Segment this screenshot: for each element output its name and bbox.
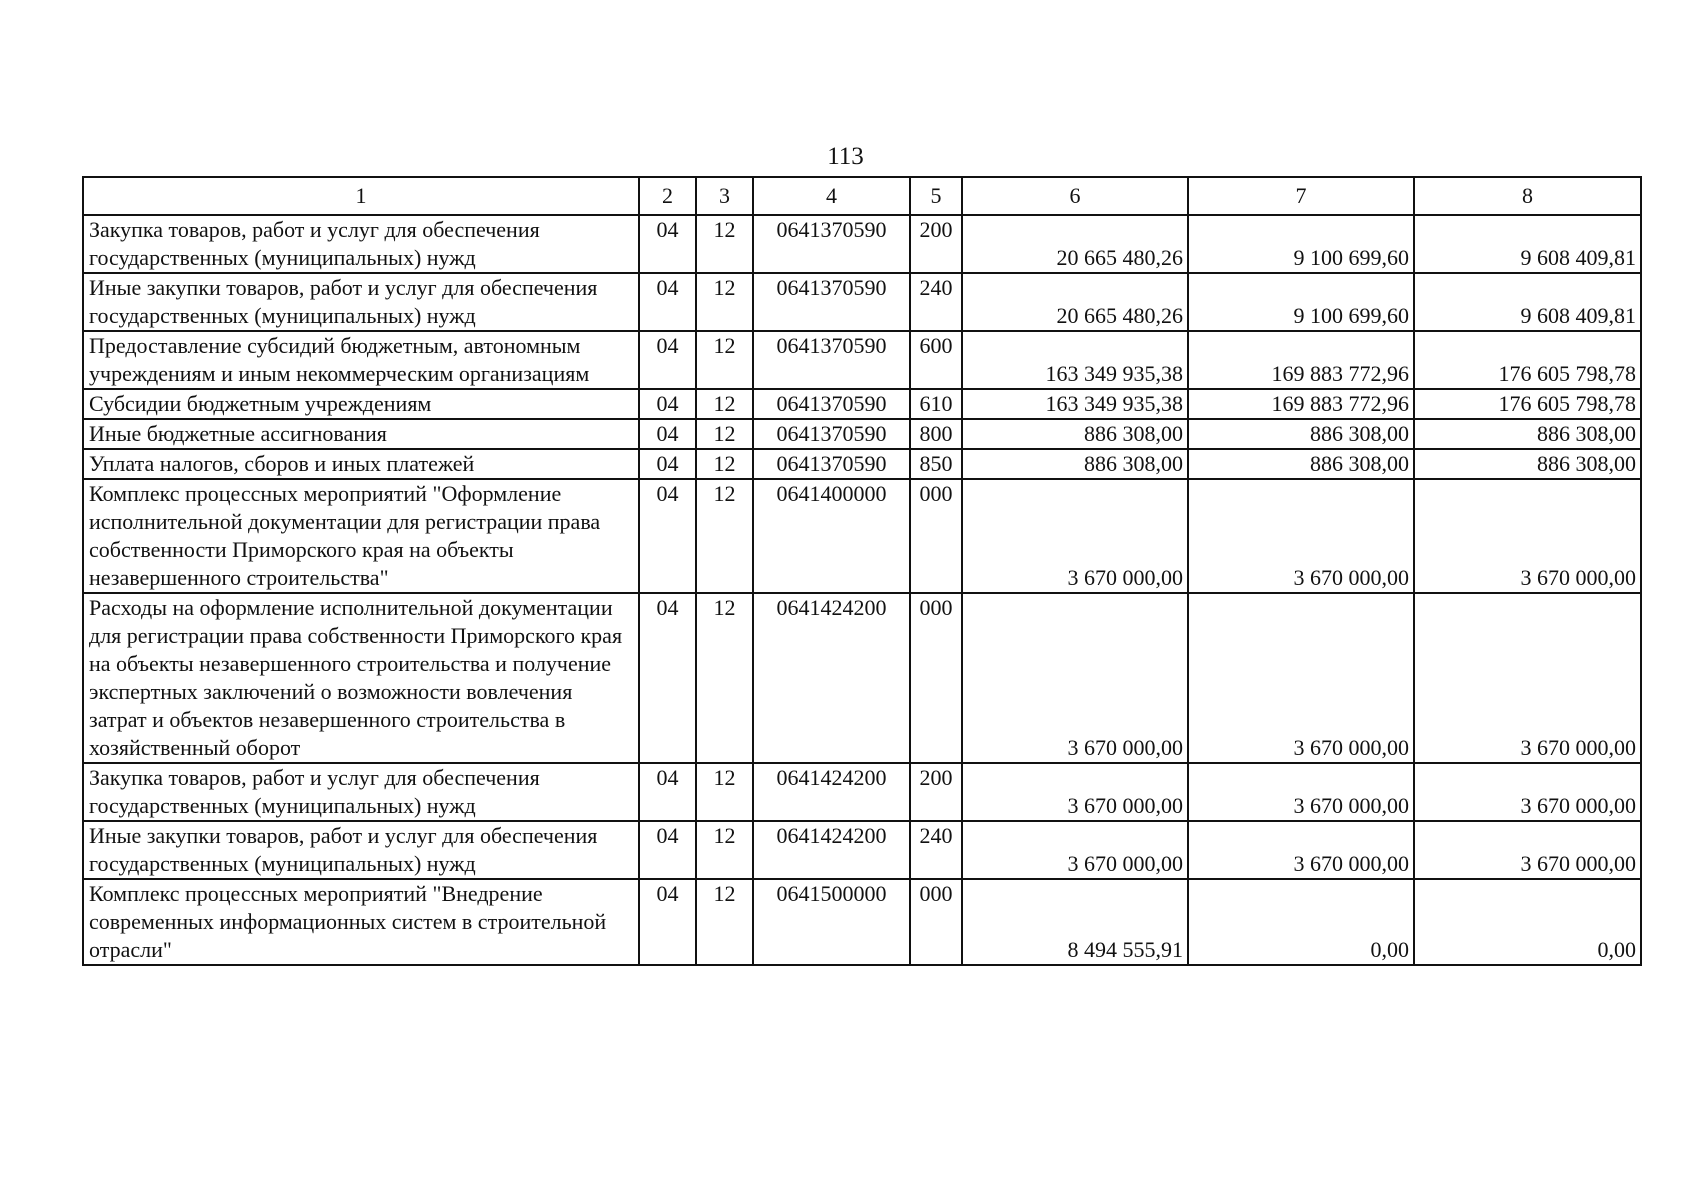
- amount-col-8: 3 670 000,00: [1414, 593, 1641, 763]
- subsection-code: 12: [696, 331, 753, 389]
- expense-type-code: 000: [910, 593, 962, 763]
- target-article-code: 0641424200: [753, 763, 910, 821]
- page-number: 113: [827, 143, 864, 170]
- amount-col-6: 886 308,00: [962, 449, 1188, 479]
- table-row: [83, 763, 1641, 821]
- expense-type-code: 200: [910, 215, 962, 273]
- amount-col-7: 3 670 000,00: [1188, 479, 1414, 593]
- amount-col-6: 3 670 000,00: [962, 763, 1188, 821]
- amount-col-8: 0,00: [1414, 879, 1641, 965]
- expense-type-code: 200: [910, 763, 962, 821]
- subsection-code: 12: [696, 479, 753, 593]
- amount-col-7: 0,00: [1188, 879, 1414, 965]
- row-name: Комплекс процессных мероприятий "Внедрение современных информационных систем в строительной отрасли": [83, 879, 639, 965]
- amount-col-8: 3 670 000,00: [1414, 479, 1641, 593]
- subsection-code: 12: [696, 593, 753, 763]
- section-code: 04: [639, 273, 696, 331]
- target-article-code: 0641370590: [753, 389, 910, 419]
- subsection-code: 12: [696, 389, 753, 419]
- amount-col-7: 9 100 699,60: [1188, 215, 1414, 273]
- target-article-code: 0641370590: [753, 273, 910, 331]
- amount-col-6: 3 670 000,00: [962, 479, 1188, 593]
- target-article-code: 0641424200: [753, 821, 910, 879]
- column-number-row: [83, 177, 1641, 215]
- column-header: 4: [753, 177, 910, 215]
- section-code: 04: [639, 449, 696, 479]
- subsection-code: 12: [696, 763, 753, 821]
- column-header: 3: [696, 177, 753, 215]
- amount-col-6: 20 665 480,26: [962, 215, 1188, 273]
- amount-col-6: 8 494 555,91: [962, 879, 1188, 965]
- amount-col-7: 3 670 000,00: [1188, 593, 1414, 763]
- table-row: [83, 479, 1641, 593]
- amount-col-7: 3 670 000,00: [1188, 763, 1414, 821]
- subsection-code: 12: [696, 419, 753, 449]
- subsection-code: 12: [696, 215, 753, 273]
- table-row: [83, 389, 1641, 419]
- amount-col-8: 176 605 798,78: [1414, 389, 1641, 419]
- table-row: [83, 449, 1641, 479]
- row-name: Иные закупки товаров, работ и услуг для обеспечения государственных (муниципальных) нужд: [83, 273, 639, 331]
- expense-type-code: 000: [910, 479, 962, 593]
- column-header: 6: [962, 177, 1188, 215]
- amount-col-7: 3 670 000,00: [1188, 821, 1414, 879]
- target-article-code: 0641370590: [753, 449, 910, 479]
- amount-col-7: 886 308,00: [1188, 419, 1414, 449]
- column-header: 2: [639, 177, 696, 215]
- expense-type-code: 600: [910, 331, 962, 389]
- expense-type-code: 610: [910, 389, 962, 419]
- subsection-code: 12: [696, 273, 753, 331]
- row-name: Расходы на оформление исполнительной документации для регистрации права собственности Приморского края на объекты незавершенного строительства и получение экспертных заключений о возможности вовлечения затрат и объектов незавершенного строительства в хозяйственный оборот: [83, 593, 639, 763]
- target-article-code: 0641424200: [753, 593, 910, 763]
- target-article-code: 0641370590: [753, 419, 910, 449]
- column-header: 8: [1414, 177, 1641, 215]
- amount-col-8: 176 605 798,78: [1414, 331, 1641, 389]
- row-name: Субсидии бюджетным учреждениям: [83, 389, 639, 419]
- expense-type-code: 850: [910, 449, 962, 479]
- row-name: Закупка товаров, работ и услуг для обеспечения государственных (муниципальных) нужд: [83, 763, 639, 821]
- table-row: [83, 821, 1641, 879]
- column-header: 1: [83, 177, 639, 215]
- row-name: Уплата налогов, сборов и иных платежей: [83, 449, 639, 479]
- amount-col-6: 886 308,00: [962, 419, 1188, 449]
- column-header: 5: [910, 177, 962, 215]
- target-article-code: 0641370590: [753, 331, 910, 389]
- section-code: 04: [639, 215, 696, 273]
- section-code: 04: [639, 593, 696, 763]
- table-row: [83, 593, 1641, 763]
- amount-col-6: 20 665 480,26: [962, 273, 1188, 331]
- budget-table: [82, 176, 1642, 966]
- section-code: 04: [639, 389, 696, 419]
- amount-col-8: 886 308,00: [1414, 449, 1641, 479]
- expense-type-code: 240: [910, 821, 962, 879]
- subsection-code: 12: [696, 821, 753, 879]
- table-row: [83, 419, 1641, 449]
- amount-col-8: 886 308,00: [1414, 419, 1641, 449]
- expense-type-code: 240: [910, 273, 962, 331]
- amount-col-6: 3 670 000,00: [962, 593, 1188, 763]
- row-name: Комплекс процессных мероприятий "Оформление исполнительной документации для регистрации права собственности Приморского края на объекты незавершенного строительства": [83, 479, 639, 593]
- row-name: Закупка товаров, работ и услуг для обеспечения государственных (муниципальных) нужд: [83, 215, 639, 273]
- amount-col-7: 169 883 772,96: [1188, 331, 1414, 389]
- table-row: [83, 879, 1641, 965]
- section-code: 04: [639, 879, 696, 965]
- subsection-code: 12: [696, 449, 753, 479]
- amount-col-8: 9 608 409,81: [1414, 273, 1641, 331]
- section-code: 04: [639, 763, 696, 821]
- amount-col-8: 3 670 000,00: [1414, 763, 1641, 821]
- table-row: [83, 215, 1641, 273]
- amount-col-6: 163 349 935,38: [962, 389, 1188, 419]
- row-name: Иные бюджетные ассигнования: [83, 419, 639, 449]
- row-name: Иные закупки товаров, работ и услуг для обеспечения государственных (муниципальных) нужд: [83, 821, 639, 879]
- column-header: 7: [1188, 177, 1414, 215]
- section-code: 04: [639, 821, 696, 879]
- target-article-code: 0641400000: [753, 479, 910, 593]
- expense-type-code: 800: [910, 419, 962, 449]
- target-article-code: 0641500000: [753, 879, 910, 965]
- amount-col-6: 3 670 000,00: [962, 821, 1188, 879]
- section-code: 04: [639, 419, 696, 449]
- section-code: 04: [639, 479, 696, 593]
- expense-type-code: 000: [910, 879, 962, 965]
- row-name: Предоставление субсидий бюджетным, автономным учреждениям и иным некоммерческим организациям: [83, 331, 639, 389]
- target-article-code: 0641370590: [753, 215, 910, 273]
- amount-col-8: 9 608 409,81: [1414, 215, 1641, 273]
- amount-col-7: 9 100 699,60: [1188, 273, 1414, 331]
- subsection-code: 12: [696, 879, 753, 965]
- amount-col-7: 169 883 772,96: [1188, 389, 1414, 419]
- section-code: 04: [639, 331, 696, 389]
- table-row: [83, 273, 1641, 331]
- amount-col-7: 886 308,00: [1188, 449, 1414, 479]
- amount-col-6: 163 349 935,38: [962, 331, 1188, 389]
- amount-col-8: 3 670 000,00: [1414, 821, 1641, 879]
- table-row: [83, 331, 1641, 389]
